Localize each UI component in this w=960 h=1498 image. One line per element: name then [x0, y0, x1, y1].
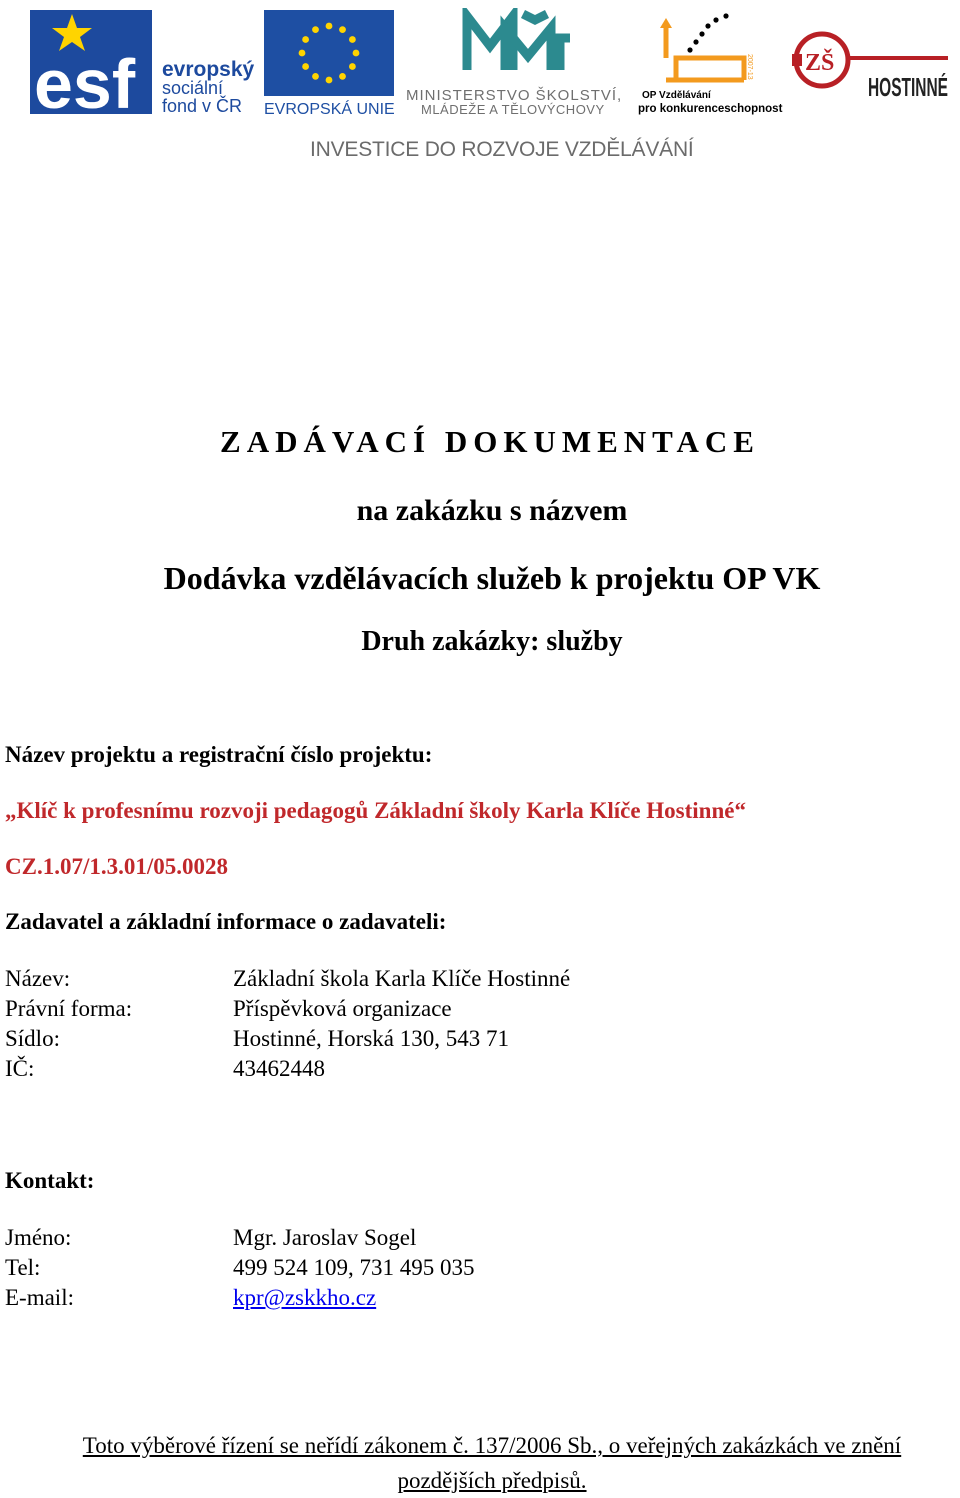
info-label: Název:	[5, 966, 71, 991]
email-link[interactable]: kpr@zskkho.cz	[233, 1285, 377, 1310]
msmt-logo	[405, 8, 630, 116]
contact-label: Jméno:	[5, 1225, 72, 1250]
eu-logo	[264, 10, 396, 118]
esf-line1: evropský	[162, 58, 255, 81]
op-years: 2007-13	[746, 54, 753, 80]
info-row-ico	[5, 1054, 570, 1084]
contact-label: E-mail:	[5, 1285, 74, 1310]
contact-row-tel	[5, 1253, 475, 1283]
msmt-line1: MINISTERSTVO ŠKOLSTVÍ,	[406, 87, 623, 104]
school-logo	[792, 24, 952, 104]
op-logo	[636, 8, 784, 120]
op-line2: pro konkurenceschopnost	[638, 103, 783, 115]
info-value: 43462448	[233, 1056, 325, 1081]
school-name: HOSTINNÉ	[868, 72, 948, 102]
footer-line2: pozdějších předpisů.	[397, 1468, 587, 1493]
contact-row-name	[5, 1223, 475, 1253]
contact-tel: 499 524 109, 731 495 035	[233, 1255, 475, 1280]
contract-type: Druh zakázky: služby	[361, 626, 623, 657]
info-label: IČ:	[5, 1056, 35, 1081]
info-value: Základní škola Karla Klíče Hostinné	[233, 966, 571, 991]
esf-logo	[30, 10, 255, 118]
op-mark-icon	[666, 28, 744, 80]
msmt-line2: MLÁDEŽE A TĚLOVÝCHOVY	[421, 102, 605, 116]
info-value: Hostinné, Horská 130, 543 71	[233, 1026, 509, 1051]
esf-line2: sociální	[162, 78, 224, 98]
info-row-name	[5, 964, 570, 994]
contact-info	[5, 1223, 475, 1313]
esf-line3: fond v ČR	[162, 96, 243, 116]
footer-line1: Toto výběrové řízení se neřídí zákonem č. 137/2006 Sb., o veřejných zakázkách ve znění	[82, 1433, 902, 1458]
school-mark: ZŠ	[805, 50, 835, 76]
info-value: Příspěvková organizace	[233, 996, 452, 1021]
project-heading: Název projektu a registrační číslo projektu:	[5, 742, 433, 767]
document-subtitle: na zakázku s názvem	[356, 494, 628, 527]
legal-footer	[0, 1428, 960, 1498]
op-line1: OP Vzdělávání	[642, 90, 711, 101]
esf-mark: esf	[34, 45, 136, 118]
project-name: „Klíč k profesnímu rozvoji pedagogů Základní školy Karla Klíče Hostinné“	[5, 798, 746, 823]
contact-name: Mgr. Jaroslav Sogel	[233, 1225, 417, 1250]
msmt-mark-icon	[467, 14, 570, 70]
contracting-info	[5, 964, 570, 1084]
project-number: CZ.1.07/1.3.01/05.0028	[5, 854, 228, 879]
document-title: ZADÁVACÍ DOKUMENTACE	[220, 424, 760, 459]
contracting-heading: Zadavatel a základní informace o zadavateli:	[5, 909, 447, 934]
info-label: Sídlo:	[5, 1026, 60, 1051]
contact-heading: Kontakt:	[5, 1168, 95, 1193]
info-row-legal-form	[5, 994, 570, 1024]
eu-caption: EVROPSKÁ UNIE	[264, 101, 395, 118]
contract-name: Dodávka vzdělávacích služeb k projektu OP VK	[163, 560, 821, 596]
contact-label: Tel:	[5, 1255, 41, 1280]
info-label: Právní forma:	[5, 996, 133, 1021]
contact-row-email	[5, 1283, 475, 1313]
invest-tagline: INVESTICE DO ROZVOJE VZDĚLÁVÁNÍ	[310, 138, 694, 161]
info-row-address	[5, 1024, 570, 1054]
